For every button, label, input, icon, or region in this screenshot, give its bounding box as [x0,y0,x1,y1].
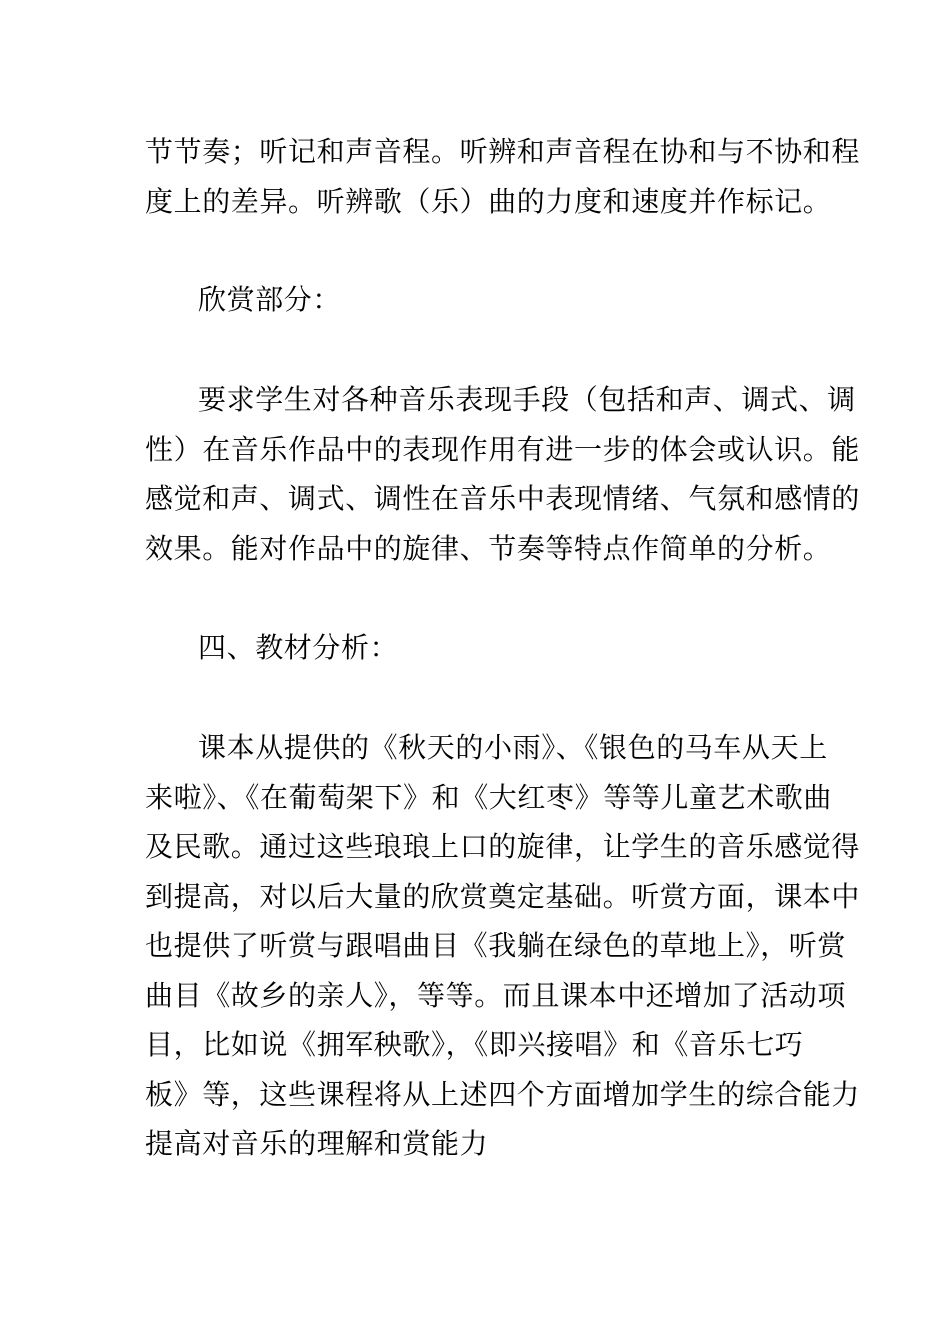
text-line: 目，比如说《拥军秧歌》，《即兴接唱》和《音乐七巧 [145,1028,804,1061]
text-line: 课本从提供的《秋天的小雨》、《银色的马车从天上 [198,731,828,764]
text-line: 及民歌。通过这些琅琅上口的旋律，让学生的音乐感觉得 [145,830,861,863]
text-line: 节节奏；听记和声音程。听辨和声音程在协和与不协和程 [145,135,861,168]
text-line: 性）在音乐作品中的表现作用有进一步的体会或认识。能 [145,432,861,466]
heading-text: 欣赏部分： [198,283,342,316]
text-line: 也提供了听赏与跟唱曲目《我躺在绿色的草地上》，听赏 [145,929,847,962]
text-line: 感觉和声、调式、调性在音乐中表现情绪、气氛和感情的 [145,482,861,515]
paragraph-textbook-analysis [145,723,861,1169]
text-line: 要求学生对各种音乐表现手段（包括和声、调式、调 [198,383,856,416]
text-line: 度上的差异。听辨歌（乐）曲的力度和速度并作标记。 [145,184,832,218]
paragraph-appreciation-requirements [145,375,861,573]
text-line: 到提高，对以后大量的欣赏奠定基础。听赏方面，课本中 [145,879,861,913]
text-line: 效果。能对作品中的旋律、节奏等特点作简单的分析。 [145,531,832,565]
text-line: 来啦》、《在葡萄架下》和《大红枣》等等儿童艺术歌曲 [145,780,833,814]
section-heading-textbook-analysis [145,623,810,673]
heading-text: 四、教材分析： [198,631,399,664]
paragraph-listening-continuation [145,127,861,226]
text-line: 板》等，这些课程将从上述四个方面增加学生的综合能力 [145,1077,861,1111]
text-line: 曲目《故乡的亲人》，等等。而且课本中还增加了活动项 [145,978,847,1012]
text-line: 提高对音乐的理解和赏能力 [145,1127,489,1160]
section-heading-appreciation [145,275,810,325]
